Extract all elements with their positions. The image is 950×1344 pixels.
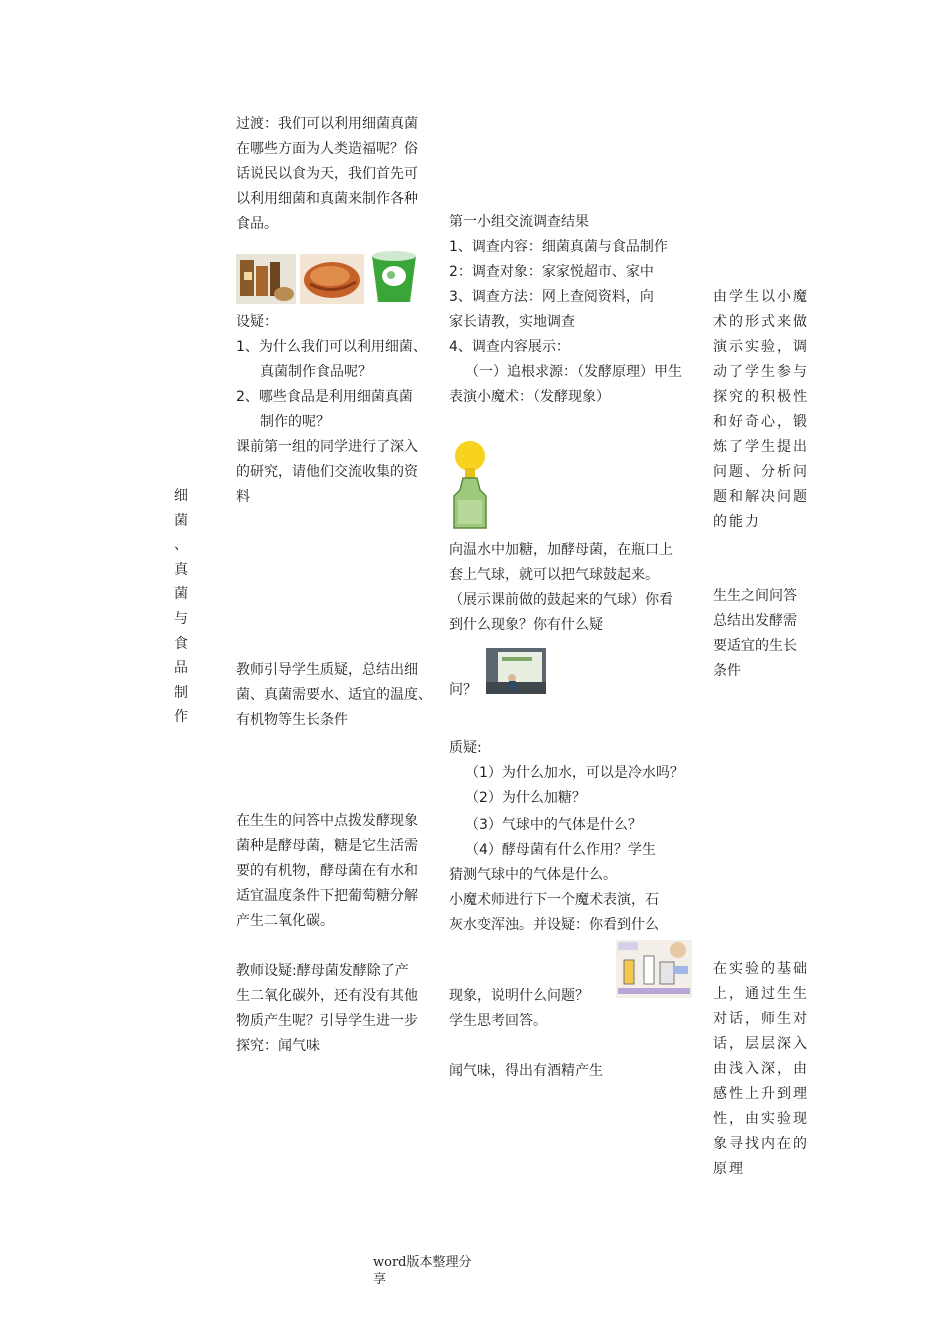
teacher-hint: 在生生的问答中点拨发酵现象 菌种是酵母菌，糖是它生活需 要的有机物，酵母菌在有水和 适宜温度条件下把葡萄糖分解 产生二氧化碳。 bbox=[236, 813, 418, 929]
topic-char: 菌 bbox=[174, 512, 188, 529]
topic-char: 品 bbox=[174, 660, 188, 677]
student-questions: 质疑: （1）为什么加水，可以是冷水吗？ （2）为什么加糖？ （3）气球中的气体是什么？ （4）酵母菌有什么作用？学生 猜测气球中的气体是什么。 小魔术师进行下一个魔术表演，石 灰水变浑浊。并设疑：你看到什么 bbox=[449, 740, 684, 933]
topic-char: 、 bbox=[174, 537, 188, 554]
food-image-sauce bbox=[236, 254, 296, 304]
topic-char: 真 bbox=[174, 561, 188, 578]
page-footer: word版本整理分 享 bbox=[373, 1255, 472, 1287]
topic-char: 制 bbox=[174, 684, 188, 701]
balloon-bottle-image bbox=[450, 438, 492, 532]
topic-vertical-label bbox=[172, 484, 190, 730]
student-ask-tail: 问？ bbox=[449, 682, 477, 698]
intent-paragraph-3: 在实验的基础 上，通过生生 对话，师生对 话，层层深入 由浅入深，由 感性上升到理 性，由实验现 象寻找内在的 原理 bbox=[713, 961, 809, 1177]
teacher-doubt: 教师设疑:酵母菌发酵除了产 生二氧化碳外，还有没有其他 物质产生呢？引导学生进一步 探究：闻气味 bbox=[236, 963, 418, 1054]
topic-char: 细 bbox=[174, 488, 188, 504]
student-report: 第一小组交流调查结果 1、调查内容：细菌真菌与食品制作 2：调查对象：家家悦超市、家中 3、调查方法：网上查阅资料，向 家长请教，实地调查 4、调查内容展示： （一）追根求源：（发酵原理）甲生 表演小魔术：（发酵现象） bbox=[449, 214, 682, 405]
teacher-transition: 过渡：我们可以利用细菌真菌 在哪些方面为人类造福呢？俗 话说民以食为天，我们首先可 以利用细菌和真菌来制作各种 食品。 bbox=[236, 116, 418, 232]
intent-paragraph-2: 生生之间问答 总结出发酵需 要适宜的生长 条件 bbox=[713, 588, 797, 679]
topic-char: 食 bbox=[174, 635, 188, 652]
topic-char: 菌 bbox=[174, 586, 188, 603]
food-image-bread bbox=[300, 254, 364, 304]
topic-char: 作 bbox=[174, 709, 188, 726]
topic-char: 与 bbox=[174, 610, 188, 627]
classroom-image bbox=[486, 648, 546, 694]
teacher-questions: 设疑： 1、为什么我们可以利用细菌、 真菌制作食品呢？ 2、哪些食品是利用细菌真菌 制作的呢？ 课前第一组的同学进行了深入 的研究，请他们交流收集的资 料 bbox=[236, 314, 427, 505]
intent-paragraph-1: 由学生以小魔 术的形式来做 演示实验，调 动了学生参与 探究的积极性 和好奇心，锻 炼了学生提出 问题、分析问 题和解决问题 的能力 bbox=[713, 289, 809, 530]
student-phenomenon: 现象，说明什么问题？ 学生思考回答。 bbox=[449, 988, 589, 1029]
student-balloon-text: 向温水中加糖，加酵母菌，在瓶口上 套上气球，就可以把气球鼓起来。 （展示课前做的鼓起来的气球）你看 到什么现象？你有什么疑 bbox=[449, 542, 673, 633]
food-image-yogurt bbox=[366, 248, 422, 306]
student-smell: 闻气味，得出有酒精产生 bbox=[449, 1063, 603, 1079]
teacher-guide: 教师引导学生质疑，总结出细 菌、真菌需要水、适宜的温度、 有机物等生长条件 bbox=[236, 662, 432, 728]
experiment-image bbox=[616, 940, 692, 998]
